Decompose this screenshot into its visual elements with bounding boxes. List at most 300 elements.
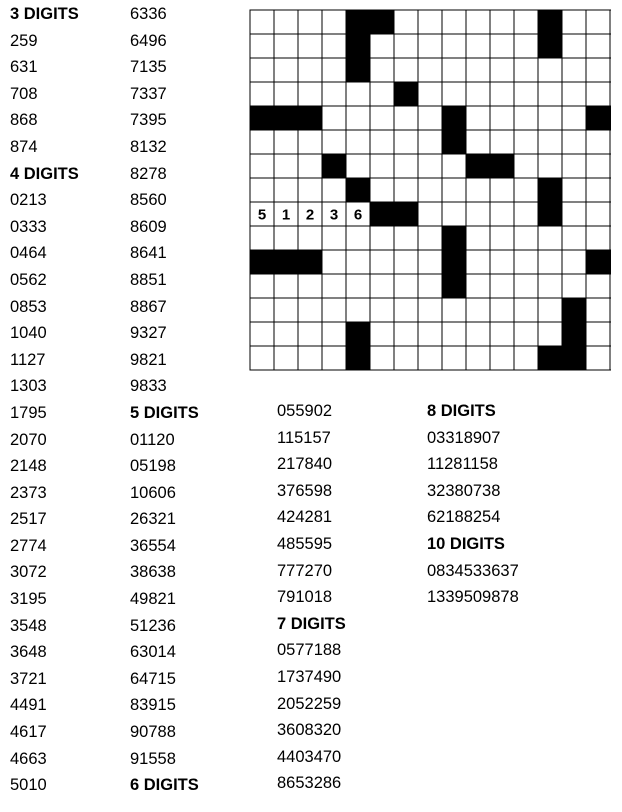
grid-cell[interactable] [370, 58, 394, 82]
grid-cell[interactable] [250, 226, 274, 250]
grid-block [394, 202, 418, 226]
grid-cell[interactable] [610, 226, 611, 250]
grid-cell[interactable] [610, 178, 611, 202]
grid-cell[interactable] [514, 250, 538, 274]
grid-cell[interactable] [394, 130, 418, 154]
grid-cell[interactable] [418, 178, 442, 202]
grid-cell[interactable] [418, 34, 442, 58]
grid-cell[interactable] [274, 226, 298, 250]
grid-cell[interactable] [394, 58, 418, 82]
grid-cell[interactable] [418, 226, 442, 250]
word-list-item: 2517 [10, 510, 47, 529]
grid-cell[interactable] [322, 178, 346, 202]
grid-cell[interactable] [610, 346, 611, 370]
grid-cell[interactable] [562, 154, 586, 178]
grid-cell[interactable] [346, 298, 370, 322]
grid-cell[interactable] [490, 34, 514, 58]
grid-cell[interactable] [370, 178, 394, 202]
word-list-item: 2148 [10, 457, 47, 476]
grid-cell[interactable] [490, 250, 514, 274]
grid-cell[interactable] [562, 10, 586, 34]
grid-cell[interactable] [538, 130, 562, 154]
word-list-item: 7135 [130, 58, 167, 77]
grid-cell[interactable] [562, 82, 586, 106]
word-list-item: 90788 [130, 723, 176, 742]
grid-cell[interactable] [562, 202, 586, 226]
word-list-item: 36554 [130, 536, 176, 555]
grid-cell[interactable] [514, 298, 538, 322]
grid-cell[interactable] [370, 298, 394, 322]
grid-block [538, 202, 562, 226]
grid-cell[interactable] [562, 34, 586, 58]
grid-cell[interactable] [298, 322, 322, 346]
grid-block [610, 106, 611, 130]
word-list-item: 8641 [130, 244, 167, 263]
grid-cell[interactable] [418, 82, 442, 106]
grid-cell[interactable] [490, 298, 514, 322]
grid-cell[interactable] [466, 274, 490, 298]
grid-block [562, 346, 586, 370]
grid-cell[interactable] [370, 34, 394, 58]
grid-cell[interactable] [274, 154, 298, 178]
grid-cell[interactable] [322, 106, 346, 130]
grid-block [298, 250, 322, 274]
grid-block [610, 250, 611, 274]
grid-cell[interactable] [250, 178, 274, 202]
grid-cell[interactable] [394, 10, 418, 34]
grid-cell[interactable] [322, 274, 346, 298]
grid-cell[interactable] [346, 82, 370, 106]
word-list-item: 3548 [10, 616, 47, 635]
grid-cell[interactable] [586, 178, 610, 202]
word-list-item: 424281 [277, 508, 333, 527]
grid-cell[interactable] [442, 10, 466, 34]
section-heading: 5 DIGITS [130, 403, 199, 422]
grid-cell[interactable] [610, 322, 611, 346]
grid-cell[interactable] [298, 226, 322, 250]
grid-cell[interactable] [250, 274, 274, 298]
grid-cell[interactable] [514, 58, 538, 82]
word-list-item: 874 [10, 137, 38, 156]
grid-cell[interactable] [466, 250, 490, 274]
grid-cell[interactable] [418, 10, 442, 34]
grid-cell[interactable] [466, 10, 490, 34]
grid-cell[interactable] [274, 274, 298, 298]
grid-cell[interactable] [418, 274, 442, 298]
grid-cell[interactable] [586, 322, 610, 346]
grid-cell[interactable] [466, 346, 490, 370]
grid-cell[interactable] [490, 226, 514, 250]
grid-cell[interactable] [466, 298, 490, 322]
word-list-item: 8867 [130, 297, 167, 316]
grid-cell[interactable] [274, 178, 298, 202]
word-list-item: 791018 [277, 588, 333, 607]
grid-cell[interactable] [298, 274, 322, 298]
grid-cell[interactable] [250, 322, 274, 346]
grid-cell[interactable] [538, 226, 562, 250]
grid-cell[interactable] [298, 298, 322, 322]
word-list-item: 9833 [130, 377, 167, 396]
grid-cell[interactable] [370, 226, 394, 250]
grid-block [346, 58, 370, 82]
grid-cell[interactable] [586, 130, 610, 154]
grid-cell[interactable] [586, 202, 610, 226]
grid-cell[interactable] [490, 322, 514, 346]
grid-block [538, 34, 562, 58]
grid-cell[interactable] [442, 154, 466, 178]
grid-digit: 1 [281, 206, 291, 224]
grid-cell[interactable] [466, 106, 490, 130]
word-list-item: 4403470 [277, 747, 342, 766]
grid-block [466, 154, 490, 178]
grid-cell[interactable] [610, 202, 611, 226]
grid-block [442, 106, 466, 130]
grid-cell[interactable] [274, 34, 298, 58]
grid-cell[interactable] [514, 10, 538, 34]
grid-cell[interactable] [322, 346, 346, 370]
word-list-item: 64715 [130, 669, 176, 688]
grid-cell[interactable] [562, 250, 586, 274]
word-list-item: 8653286 [277, 774, 342, 793]
section-heading: 8 DIGITS [427, 402, 496, 420]
word-list-item: 0213 [10, 191, 47, 210]
grid-digit: 6 [353, 206, 363, 224]
grid-cell[interactable] [322, 58, 346, 82]
grid-cell[interactable] [346, 154, 370, 178]
word-list-item: 3648 [10, 643, 47, 662]
word-list-column-1 [10, 1, 79, 799]
grid-cell[interactable] [370, 250, 394, 274]
grid-cell[interactable] [298, 10, 322, 34]
grid-cell[interactable] [322, 10, 346, 34]
grid-cell[interactable] [442, 178, 466, 202]
grid-cell[interactable] [586, 274, 610, 298]
grid-cell[interactable] [370, 274, 394, 298]
grid-block [442, 250, 466, 274]
grid-cell[interactable] [322, 82, 346, 106]
grid-cell[interactable] [586, 82, 610, 106]
grid-cell[interactable] [322, 298, 346, 322]
grid-cell[interactable] [442, 346, 466, 370]
grid-cell[interactable] [466, 322, 490, 346]
grid-cell[interactable] [274, 82, 298, 106]
grid-cell[interactable] [370, 154, 394, 178]
grid-block [538, 10, 562, 34]
word-list-item: 115157 [277, 428, 331, 447]
section-heading: 4 DIGITS [10, 164, 79, 183]
grid-cell[interactable] [562, 274, 586, 298]
grid-cell[interactable] [442, 322, 466, 346]
word-list-item: 4663 [10, 749, 47, 768]
grid-block [298, 106, 322, 130]
grid-cell[interactable] [394, 274, 418, 298]
grid-cell[interactable] [418, 106, 442, 130]
grid-cell[interactable] [442, 34, 466, 58]
grid-cell[interactable] [274, 10, 298, 34]
grid-cell[interactable] [586, 298, 610, 322]
grid-cell[interactable] [538, 154, 562, 178]
grid-cell[interactable] [322, 226, 346, 250]
grid-block [394, 82, 418, 106]
grid-cell[interactable] [538, 298, 562, 322]
word-list-item: 05198 [130, 457, 176, 476]
grid-cell[interactable] [442, 58, 466, 82]
grid-cell[interactable] [394, 322, 418, 346]
grid-cell[interactable] [298, 34, 322, 58]
grid-cell[interactable] [562, 58, 586, 82]
grid-cell[interactable] [250, 154, 274, 178]
grid-cell[interactable] [346, 130, 370, 154]
grid-cell[interactable] [370, 106, 394, 130]
word-list-item: 0853 [10, 297, 47, 316]
grid-cell[interactable] [586, 58, 610, 82]
grid-cell[interactable] [346, 226, 370, 250]
grid-block [346, 346, 370, 370]
grid-cell[interactable] [490, 202, 514, 226]
grid-cell[interactable] [586, 346, 610, 370]
grid-digit: 3 [329, 206, 339, 224]
word-list-item: 49821 [130, 590, 176, 609]
grid-cell[interactable] [298, 82, 322, 106]
grid-cell[interactable] [298, 154, 322, 178]
word-list-item: 8851 [130, 270, 167, 289]
grid-cell[interactable] [538, 250, 562, 274]
grid-block [346, 178, 370, 202]
grid-cell[interactable] [514, 34, 538, 58]
grid-cell[interactable] [370, 322, 394, 346]
grid-cell[interactable] [394, 298, 418, 322]
grid-block [370, 10, 394, 34]
word-list-item: 3721 [10, 669, 47, 688]
word-list-column-4 [427, 398, 519, 611]
grid-cell[interactable] [274, 322, 298, 346]
grid-cell[interactable] [586, 154, 610, 178]
word-list-item: 6336 [130, 5, 167, 23]
grid-cell[interactable] [586, 34, 610, 58]
grid-block [442, 130, 466, 154]
grid-cell[interactable] [490, 346, 514, 370]
grid-block [538, 346, 562, 370]
grid-block [586, 250, 610, 274]
grid-cell[interactable] [394, 250, 418, 274]
grid-digit: 2 [305, 206, 315, 224]
word-list-item: 8609 [130, 217, 167, 236]
grid-cell[interactable] [418, 250, 442, 274]
word-list-item: 2052259 [277, 694, 342, 713]
grid-cell[interactable] [274, 58, 298, 82]
word-list-item: 0333 [10, 217, 47, 236]
grid-cell[interactable] [562, 178, 586, 202]
grid-cell[interactable] [250, 130, 274, 154]
grid-cell[interactable] [538, 106, 562, 130]
word-list-item: 32380738 [427, 481, 501, 500]
grid-cell[interactable] [610, 274, 611, 298]
grid-cell[interactable] [490, 106, 514, 130]
word-list-item: 10606 [130, 483, 176, 502]
grid-cell[interactable] [394, 346, 418, 370]
grid-block [322, 154, 346, 178]
word-list-item: 376598 [277, 481, 333, 500]
grid-block [562, 322, 586, 346]
word-list-item: 03318907 [427, 428, 501, 447]
grid-cell[interactable] [250, 298, 274, 322]
grid-block [346, 10, 370, 34]
grid-cell[interactable] [298, 58, 322, 82]
grid-cell[interactable] [418, 298, 442, 322]
grid-cell[interactable] [298, 178, 322, 202]
grid-cell[interactable] [466, 34, 490, 58]
grid-cell[interactable] [394, 154, 418, 178]
grid-cell[interactable] [610, 10, 611, 34]
grid-cell[interactable] [514, 202, 538, 226]
grid-cell[interactable] [394, 226, 418, 250]
word-list-item: 3195 [10, 590, 47, 609]
grid-cell[interactable] [346, 274, 370, 298]
grid-cell[interactable] [322, 322, 346, 346]
grid-cell[interactable] [274, 298, 298, 322]
grid-cell[interactable] [250, 58, 274, 82]
grid-block [346, 34, 370, 58]
word-list-item: 51236 [130, 616, 176, 635]
grid-cell[interactable] [610, 298, 611, 322]
grid-cell[interactable] [538, 274, 562, 298]
grid-cell[interactable] [562, 226, 586, 250]
word-list-item: 11281158 [427, 455, 498, 474]
grid-cell[interactable] [490, 178, 514, 202]
grid-cell[interactable] [538, 82, 562, 106]
grid-cell[interactable] [514, 130, 538, 154]
grid-cell[interactable] [322, 250, 346, 274]
grid-block [346, 322, 370, 346]
grid-cell[interactable] [610, 58, 611, 82]
grid-cell[interactable] [442, 202, 466, 226]
grid-cell[interactable] [514, 226, 538, 250]
grid-cell[interactable] [610, 130, 611, 154]
grid-cell[interactable] [562, 130, 586, 154]
grid-block [250, 250, 274, 274]
word-list-item: 7395 [130, 111, 167, 130]
grid-cell[interactable] [370, 346, 394, 370]
grid-cell[interactable] [322, 130, 346, 154]
grid-cell[interactable] [418, 130, 442, 154]
grid-cell[interactable] [466, 130, 490, 154]
grid-cell[interactable] [490, 274, 514, 298]
grid-cell[interactable] [274, 346, 298, 370]
grid-cell[interactable] [418, 154, 442, 178]
grid-cell[interactable] [490, 10, 514, 34]
word-list-item: 38638 [130, 563, 176, 582]
grid-cell[interactable] [418, 346, 442, 370]
grid-cell[interactable] [610, 34, 611, 58]
grid-cell[interactable] [466, 82, 490, 106]
grid-cell[interactable] [418, 202, 442, 226]
grid-cell[interactable] [418, 58, 442, 82]
grid-cell[interactable] [298, 130, 322, 154]
grid-cell[interactable] [514, 178, 538, 202]
grid-block [442, 226, 466, 250]
word-list-item: 9327 [130, 324, 167, 343]
word-list-item: 259 [10, 31, 38, 50]
word-list-item: 055902 [277, 402, 333, 420]
grid-cell[interactable] [562, 106, 586, 130]
grid-cell[interactable] [466, 226, 490, 250]
grid-cell[interactable] [466, 178, 490, 202]
grid-cell[interactable] [586, 226, 610, 250]
grid-cell[interactable] [250, 10, 274, 34]
grid-cell[interactable] [370, 82, 394, 106]
grid-cell[interactable] [490, 130, 514, 154]
word-list-item: 2070 [10, 430, 47, 449]
word-list-item: 0464 [10, 244, 47, 263]
word-list-column-3 [277, 398, 346, 797]
word-list-item: 0562 [10, 270, 47, 289]
section-heading: 6 DIGITS [130, 776, 199, 795]
word-list-item: 217840 [277, 455, 333, 474]
word-list-item: 6496 [130, 31, 167, 50]
grid-cell[interactable] [298, 346, 322, 370]
grid-cell[interactable] [394, 106, 418, 130]
grid-cell[interactable] [514, 322, 538, 346]
section-heading: 7 DIGITS [277, 614, 346, 633]
grid-cell[interactable] [418, 322, 442, 346]
grid-cell[interactable] [442, 82, 466, 106]
word-list-item: 4491 [10, 696, 47, 715]
grid-block [274, 106, 298, 130]
word-list-item: 0577188 [277, 641, 342, 660]
section-heading: 10 DIGITS [427, 534, 505, 553]
word-list-item: 1737490 [277, 667, 342, 686]
word-list-column-2 [130, 1, 199, 799]
grid-cell[interactable] [490, 58, 514, 82]
grid-cell[interactable] [346, 106, 370, 130]
grid-cell[interactable] [514, 154, 538, 178]
word-list-item: 3608320 [277, 721, 342, 740]
word-list-item: 7337 [130, 84, 167, 103]
grid-block [370, 202, 394, 226]
grid-cell[interactable] [250, 34, 274, 58]
word-list-item: 8132 [130, 137, 167, 156]
grid-block [562, 298, 586, 322]
grid-cell[interactable] [610, 154, 611, 178]
grid-cell[interactable] [514, 346, 538, 370]
grid-cell[interactable] [538, 58, 562, 82]
grid-cell[interactable] [274, 130, 298, 154]
grid-cell[interactable] [250, 82, 274, 106]
grid-cell[interactable] [394, 34, 418, 58]
grid-cell[interactable] [322, 34, 346, 58]
grid-cell[interactable] [514, 82, 538, 106]
grid-cell[interactable] [346, 250, 370, 274]
grid-cell[interactable] [250, 346, 274, 370]
grid-cell[interactable] [490, 82, 514, 106]
grid-block [274, 250, 298, 274]
grid-cell[interactable] [610, 82, 611, 106]
word-list-item: 83915 [130, 696, 176, 715]
grid-cell[interactable] [514, 106, 538, 130]
grid-cell[interactable] [586, 10, 610, 34]
grid-cell[interactable] [538, 322, 562, 346]
word-list-item: 485595 [277, 534, 333, 553]
word-list-item: 1339509878 [427, 588, 519, 607]
grid-cell[interactable] [514, 274, 538, 298]
grid-cell[interactable] [370, 130, 394, 154]
grid-cell[interactable] [394, 178, 418, 202]
grid-cell[interactable] [466, 202, 490, 226]
grid-cell[interactable] [442, 298, 466, 322]
word-list-item: 62188254 [427, 508, 501, 527]
grid-cell[interactable] [466, 58, 490, 82]
word-list-item: 708 [10, 84, 38, 103]
